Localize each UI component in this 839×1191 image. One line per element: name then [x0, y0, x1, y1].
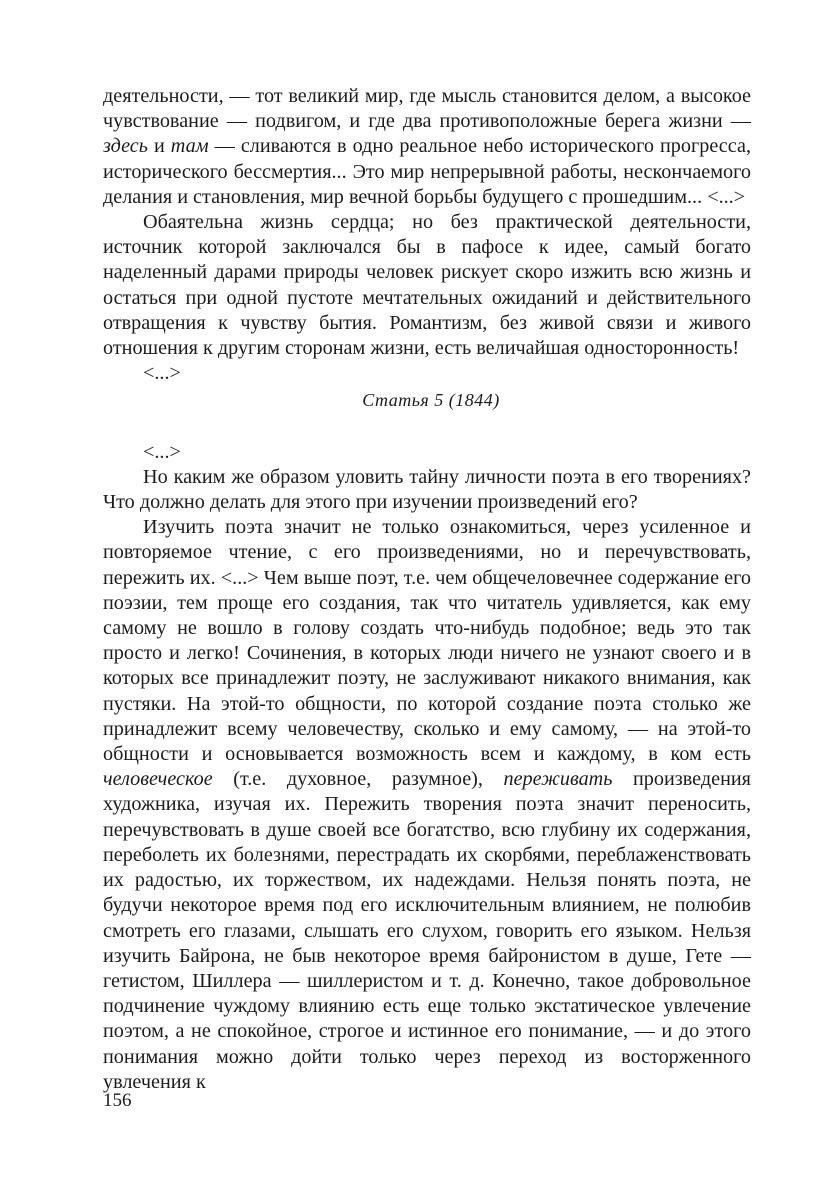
page-body	[103, 84, 751, 1095]
emphasis-perezhivat: переживать	[503, 768, 613, 791]
omission-mark-1: <...>	[143, 362, 181, 385]
emphasis-tam: там	[170, 135, 209, 158]
page-number: 156	[103, 1090, 132, 1111]
emphasis-chelovecheskoe: человеческое	[103, 768, 213, 791]
section-heading: Статья 5 (1844)	[362, 390, 500, 411]
paragraph-2: Обаятельна жизнь сердца; но без практической деятельности, источник которой заключался бы в пафосе к идее, самый богато наделенный дарами природы человек рискует скоро изжить всю жизнь и остаться при одной пустоте мечтательных ожиданий и действительного отвращения к чувству бытия. Романтизм, без живой связи и живого отношения к другим сторонам жизни, есть величайшая односторонность!	[103, 211, 751, 360]
paragraph-4: Изучить поэта значит не только ознакомиться, через усиленное и повторяемое чтение, с его произведениями, но и перечувствовать, пережить их. <...> Чем выше поэт, т.е. чем общечеловечнее содержание его поэзии, тем проще его создания, так что читатель удивляется, как ему самому не вошло в голову создать что-нибудь подобное; ведь это так просто и легко! Сочинения, в которых люди ничего не узнают своего и в которых все принадлежит поэту, не заслуживают никакого внимания, как пустяки. На этой-то общности, по которой создание поэта столько же принадлежит всему человечеству, сколько и ему самому, — на этой-то общности и основывается возможность всем и каждому, в ком есть человеческое (т.е. духовное, разумное), переживать произведения художника, изучая их. Пережить творения поэта значит переносить, перечувствовать в душе своей все богатство, всю глубину их содержания, переболеть их болезнями, перестрадать их скорбями, переблаженствовать их радостью, их торжеством, их надеждами. Нельзя понять поэта, не будучи некоторое время под его исключительным влиянием, не полюбив смотреть его глазами, слышать его слухом, говорить его языком. Нельзя изучить Байрона, не быв некоторое время байронистом в душе, Гете — гетистом, Шиллера — шиллеристом и т. д. Конечно, такое добровольное подчинение чуждому влиянию есть еще только экстатическое увлечение поэтом, а не спокойное, строгое и истинное его понимание, — и до этого понимания можно дойти только через переход из восторженного увлечения к	[103, 516, 751, 1093]
paragraph-1: деятельности, — тот великий мир, где мысль становится делом, а высокое чувствование — подвигом, и где два противоположные берега жизни — здесь и там — сливаются в одно реальное небо исторического прогресса, исторического бессмертия... Это мир непрерывной работы, нескончаемого делания и становления, мир вечной борьбы будущего с прошедшим... <...>	[103, 85, 751, 208]
paragraph-3: Но каким же образом уловить тайну личности поэта в его творениях? Что должно делать для этого при изучении произведений его?	[103, 465, 751, 514]
spacer	[103, 414, 751, 440]
omission-mark-2: <...>	[143, 440, 181, 463]
emphasis-zdes: здесь	[103, 135, 148, 158]
